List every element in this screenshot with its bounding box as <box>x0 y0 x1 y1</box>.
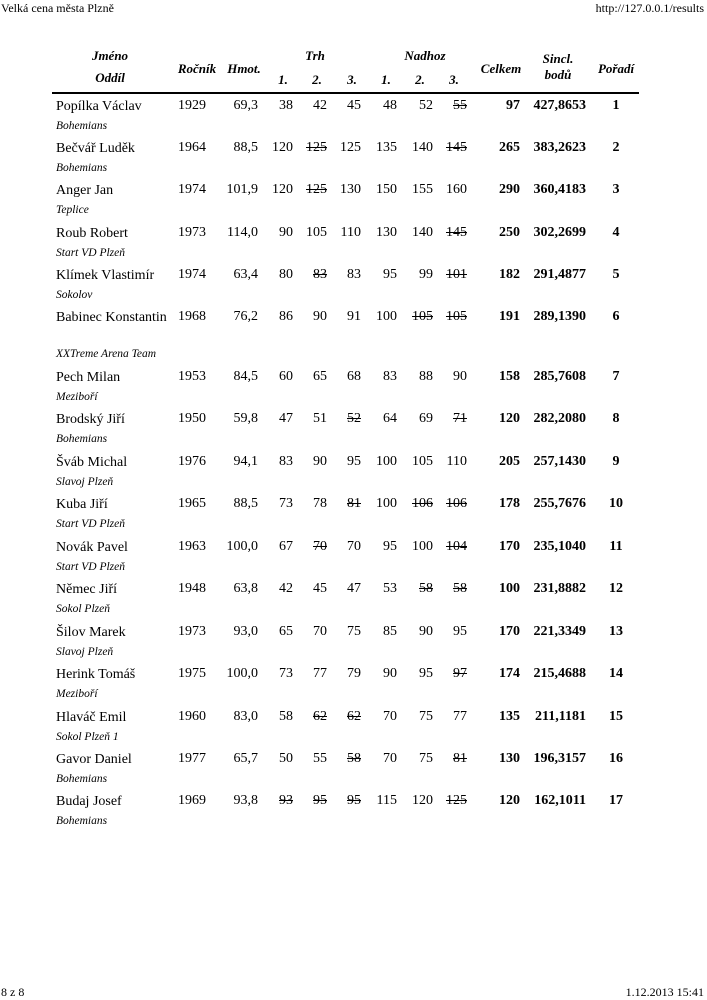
header-year: Ročník <box>177 61 217 76</box>
cell-snatch-3: 130 <box>340 182 361 197</box>
cell-year: 1948 <box>178 581 206 596</box>
cell-total: 97 <box>506 98 520 113</box>
cell-snatch-2: 90 <box>313 309 327 324</box>
cell-sinclair: 221,3349 <box>533 624 586 639</box>
cell-sinclair: 211,1181 <box>535 709 586 724</box>
cell-sinclair: 235,1040 <box>533 539 586 554</box>
cell-weight: 59,8 <box>233 411 258 426</box>
cell-sinclair: 255,7676 <box>533 496 586 511</box>
athlete-club: Sokol Plzeň 1 <box>56 731 119 743</box>
cell-weight: 93,8 <box>233 793 258 808</box>
header-club: Oddíl <box>95 70 125 85</box>
athlete-club: Teplice <box>56 204 89 216</box>
header-cj: Nadhoz <box>404 48 446 63</box>
cell-snatch-2: 70 <box>313 624 327 639</box>
cell-cj-1: 48 <box>383 98 397 113</box>
cell-cj-1: 70 <box>383 751 397 766</box>
header-snatch-2: 2. <box>312 72 322 87</box>
cell-cj-2: 99 <box>419 267 433 282</box>
cell-snatch-2: 45 <box>313 581 327 596</box>
athlete-name: Kuba Jiří <box>56 497 108 512</box>
cell-total: 290 <box>499 182 520 197</box>
cell-cj-2: 75 <box>419 751 433 766</box>
cell-snatch-1: 73 <box>279 496 293 511</box>
cell-total: 178 <box>499 496 520 511</box>
header-rule <box>52 92 639 94</box>
athlete-name: Brodský Jiří <box>56 412 125 427</box>
cell-snatch-1: 80 <box>279 267 293 282</box>
cell-cj-1: 64 <box>383 411 397 426</box>
table-row <box>0 267 707 307</box>
cell-cj-2: 95 <box>419 666 433 681</box>
table-row <box>0 411 707 451</box>
cell-cj-3: 125 <box>446 793 467 808</box>
athlete-club: XXTreme Arena Team <box>56 348 157 360</box>
cell-snatch-2: 90 <box>313 454 327 469</box>
table-row <box>0 581 707 621</box>
cell-cj-1: 130 <box>376 225 397 240</box>
cell-cj-2: 106 <box>412 496 433 511</box>
cell-cj-1: 100 <box>376 309 397 324</box>
cell-sinclair: 289,1390 <box>533 309 586 324</box>
cell-weight: 100,0 <box>226 539 258 554</box>
table-row <box>0 309 707 360</box>
cell-year: 1965 <box>178 496 206 511</box>
cell-cj-2: 105 <box>412 454 433 469</box>
cell-total: 135 <box>499 709 520 724</box>
cell-cj-1: 100 <box>376 496 397 511</box>
athlete-name: Pech Milan <box>56 370 121 385</box>
cell-sinclair: 291,4877 <box>533 267 586 282</box>
cell-cj-2: 58 <box>419 581 433 596</box>
cell-rank: 8 <box>612 411 620 426</box>
cell-snatch-1: 73 <box>279 666 293 681</box>
cell-year: 1960 <box>178 709 206 724</box>
cell-snatch-3: 70 <box>347 539 361 554</box>
athlete-club: Slavoj Plzeň <box>56 646 114 658</box>
cell-weight: 101,9 <box>226 182 258 197</box>
cell-sinclair: 285,7608 <box>533 369 586 384</box>
cell-cj-2: 155 <box>412 182 433 197</box>
cell-rank: 7 <box>612 369 620 384</box>
table-row <box>0 666 707 706</box>
header-rank: Pořadí <box>597 61 635 76</box>
athlete-club: Sokolov <box>56 289 93 301</box>
athlete-name: Budaj Josef <box>56 794 122 809</box>
athlete-club: Meziboří <box>56 391 98 403</box>
cell-rank: 5 <box>612 267 620 282</box>
cell-cj-1: 100 <box>376 454 397 469</box>
header-cj-1: 1. <box>381 72 391 87</box>
cell-cj-1: 90 <box>383 666 397 681</box>
cell-year: 1953 <box>178 369 206 384</box>
cell-cj-3: 105 <box>446 309 467 324</box>
page-number: 8 z 8 <box>1 985 25 999</box>
cell-snatch-3: 75 <box>347 624 361 639</box>
cell-cj-3: 97 <box>453 666 467 681</box>
page-title: Velká cena města Plzně <box>1 1 114 15</box>
cell-cj-3: 145 <box>446 225 467 240</box>
cell-rank: 15 <box>609 709 623 724</box>
header-cj-2: 2. <box>415 72 425 87</box>
cell-cj-2: 100 <box>412 539 433 554</box>
cell-snatch-1: 86 <box>279 309 293 324</box>
table-row <box>0 709 707 749</box>
cell-snatch-1: 58 <box>279 709 293 724</box>
cell-year: 1974 <box>178 182 206 197</box>
cell-weight: 63,4 <box>233 267 258 282</box>
cell-rank: 14 <box>609 666 623 681</box>
cell-sinclair: 162,1011 <box>534 793 586 808</box>
cell-sinclair: 360,4183 <box>533 182 586 197</box>
cell-cj-1: 135 <box>376 140 397 155</box>
cell-weight: 69,3 <box>233 98 258 113</box>
cell-year: 1969 <box>178 793 206 808</box>
cell-sinclair: 257,1430 <box>533 454 586 469</box>
cell-weight: 93,0 <box>233 624 258 639</box>
cell-rank: 12 <box>609 581 623 596</box>
cell-total: 250 <box>499 225 520 240</box>
header-weight: Hmot. <box>227 61 261 76</box>
cell-weight: 83,0 <box>233 709 258 724</box>
cell-year: 1974 <box>178 267 206 282</box>
cell-cj-3: 81 <box>453 751 467 766</box>
cell-snatch-1: 50 <box>279 751 293 766</box>
cell-year: 1964 <box>178 140 206 155</box>
cell-snatch-2: 125 <box>306 182 327 197</box>
cell-snatch-3: 81 <box>347 496 361 511</box>
cell-sinclair: 215,4688 <box>533 666 586 681</box>
athlete-name: Němec Jiří <box>56 582 118 597</box>
cell-sinclair: 282,2080 <box>533 411 586 426</box>
cell-weight: 88,5 <box>233 496 258 511</box>
cell-cj-3: 90 <box>453 369 467 384</box>
athlete-name: Šilov Marek <box>56 625 126 640</box>
cell-cj-1: 70 <box>383 709 397 724</box>
cell-weight: 65,7 <box>233 751 258 766</box>
athlete-club: Bohemians <box>56 433 108 445</box>
cell-snatch-2: 70 <box>313 539 327 554</box>
cell-cj-3: 145 <box>446 140 467 155</box>
cell-sinclair: 383,2623 <box>533 140 586 155</box>
cell-cj-3: 101 <box>446 267 467 282</box>
cell-total: 191 <box>499 309 520 324</box>
cell-year: 1977 <box>178 751 206 766</box>
cell-snatch-1: 60 <box>279 369 293 384</box>
athlete-club: Start VD Plzeň <box>56 518 125 530</box>
cell-snatch-3: 95 <box>347 454 361 469</box>
cell-snatch-3: 95 <box>347 793 361 808</box>
header-name: Jméno <box>91 48 129 63</box>
cell-rank: 17 <box>609 793 623 808</box>
header-snatch: Trh <box>305 48 325 63</box>
cell-snatch-3: 83 <box>347 267 361 282</box>
table-row <box>0 369 707 409</box>
cell-rank: 2 <box>612 140 620 155</box>
athlete-name: Anger Jan <box>56 183 114 198</box>
cell-cj-2: 90 <box>419 624 433 639</box>
cell-cj-3: 106 <box>446 496 467 511</box>
cell-snatch-2: 105 <box>306 225 327 240</box>
athlete-club: Bohemians <box>56 162 108 174</box>
athlete-name: Klímek Vlastimír <box>56 268 155 283</box>
cell-rank: 3 <box>612 182 620 197</box>
table-row <box>0 225 707 265</box>
athlete-name: Herink Tomáš <box>56 667 136 682</box>
cell-snatch-3: 45 <box>347 98 361 113</box>
cell-snatch-3: 110 <box>340 225 361 240</box>
cell-total: 120 <box>499 793 520 808</box>
cell-snatch-3: 47 <box>347 581 361 596</box>
header-snatch-3: 3. <box>347 72 357 87</box>
cell-snatch-1: 67 <box>279 539 293 554</box>
table-row <box>0 539 707 579</box>
cell-snatch-2: 55 <box>313 751 327 766</box>
cell-total: 205 <box>499 454 520 469</box>
cell-snatch-3: 125 <box>340 140 361 155</box>
athlete-name: Popílka Václav <box>56 99 142 114</box>
cell-cj-3: 160 <box>446 182 467 197</box>
cell-rank: 9 <box>612 454 620 469</box>
cell-year: 1976 <box>178 454 206 469</box>
cell-cj-2: 88 <box>419 369 433 384</box>
cell-cj-1: 83 <box>383 369 397 384</box>
athlete-name: Roub Robert <box>56 226 128 241</box>
cell-snatch-2: 83 <box>313 267 327 282</box>
cell-sinclair: 196,3157 <box>533 751 586 766</box>
cell-weight: 84,5 <box>233 369 258 384</box>
header-cj-3: 3. <box>449 72 459 87</box>
cell-rank: 4 <box>612 225 620 240</box>
cell-snatch-1: 93 <box>279 793 293 808</box>
athlete-club: Start VD Plzeň <box>56 247 125 259</box>
cell-year: 1950 <box>178 411 206 426</box>
cell-cj-1: 53 <box>383 581 397 596</box>
athlete-name: Bečvář Luděk <box>56 141 135 156</box>
cell-sinclair: 302,2699 <box>533 225 586 240</box>
cell-snatch-2: 78 <box>313 496 327 511</box>
cell-cj-1: 85 <box>383 624 397 639</box>
cell-year: 1929 <box>178 98 206 113</box>
cell-snatch-2: 65 <box>313 369 327 384</box>
cell-snatch-2: 51 <box>313 411 327 426</box>
cell-snatch-1: 90 <box>279 225 293 240</box>
cell-cj-3: 71 <box>453 411 467 426</box>
cell-snatch-1: 47 <box>279 411 293 426</box>
table-row <box>0 98 707 138</box>
cell-weight: 76,2 <box>233 309 258 324</box>
cell-cj-3: 58 <box>453 581 467 596</box>
cell-snatch-3: 62 <box>347 709 361 724</box>
header-snatch-1: 1. <box>278 72 288 87</box>
cell-cj-2: 140 <box>412 140 433 155</box>
cell-year: 1973 <box>178 624 206 639</box>
cell-cj-2: 69 <box>419 411 433 426</box>
cell-snatch-2: 95 <box>313 793 327 808</box>
cell-cj-3: 77 <box>453 709 467 724</box>
cell-rank: 10 <box>609 496 623 511</box>
table-row <box>0 182 707 222</box>
cell-rank: 1 <box>612 98 620 113</box>
cell-snatch-3: 52 <box>347 411 361 426</box>
athlete-club: Bohemians <box>56 773 108 785</box>
cell-total: 170 <box>499 624 520 639</box>
cell-cj-2: 140 <box>412 225 433 240</box>
cell-snatch-3: 58 <box>347 751 361 766</box>
header-sinclair-points: bodů <box>544 67 572 82</box>
athlete-name: Gavor Daniel <box>56 752 132 767</box>
cell-year: 1973 <box>178 225 206 240</box>
cell-cj-1: 150 <box>376 182 397 197</box>
cell-snatch-2: 62 <box>313 709 327 724</box>
header-sinclair: Sincl. <box>542 51 574 66</box>
cell-snatch-2: 125 <box>306 140 327 155</box>
cell-snatch-2: 77 <box>313 666 327 681</box>
cell-total: 120 <box>499 411 520 426</box>
cell-rank: 13 <box>609 624 623 639</box>
athlete-name: Šváb Michal <box>56 455 128 470</box>
athlete-club: Meziboří <box>56 688 98 700</box>
table-row <box>0 496 707 536</box>
athlete-name: Babinec Konstantin <box>56 310 167 325</box>
cell-snatch-1: 83 <box>279 454 293 469</box>
cell-snatch-1: 38 <box>279 98 293 113</box>
table-row <box>0 624 707 664</box>
cell-rank: 11 <box>609 539 623 554</box>
cell-cj-3: 95 <box>453 624 467 639</box>
cell-rank: 16 <box>609 751 623 766</box>
athlete-club: Slavoj Plzeň <box>56 476 114 488</box>
cell-cj-1: 115 <box>376 793 397 808</box>
cell-total: 174 <box>499 666 520 681</box>
cell-cj-3: 55 <box>453 98 467 113</box>
cell-snatch-3: 79 <box>347 666 361 681</box>
cell-total: 158 <box>499 369 520 384</box>
cell-cj-2: 120 <box>412 793 433 808</box>
print-timestamp: 1.12.2013 15:41 <box>625 985 704 999</box>
header-total: Celkem <box>480 61 522 76</box>
cell-snatch-3: 68 <box>347 369 361 384</box>
athlete-name: Novák Pavel <box>56 540 128 555</box>
cell-total: 100 <box>499 581 520 596</box>
cell-snatch-3: 91 <box>347 309 361 324</box>
athlete-club: Start VD Plzeň <box>56 561 125 573</box>
cell-weight: 114,0 <box>227 225 258 240</box>
cell-snatch-1: 42 <box>279 581 293 596</box>
cell-snatch-2: 42 <box>313 98 327 113</box>
athlete-name: Hlaváč Emil <box>56 710 127 725</box>
cell-total: 130 <box>499 751 520 766</box>
cell-cj-1: 95 <box>383 267 397 282</box>
cell-sinclair: 427,8653 <box>533 98 586 113</box>
cell-weight: 88,5 <box>233 140 258 155</box>
cell-sinclair: 231,8882 <box>533 581 586 596</box>
cell-cj-2: 75 <box>419 709 433 724</box>
athlete-club: Bohemians <box>56 815 108 827</box>
table-row <box>0 454 707 494</box>
cell-total: 182 <box>499 267 520 282</box>
table-row <box>0 793 707 833</box>
cell-cj-3: 110 <box>446 454 467 469</box>
table-row <box>0 751 707 791</box>
cell-total: 265 <box>499 140 520 155</box>
cell-total: 170 <box>499 539 520 554</box>
cell-snatch-1: 120 <box>272 182 293 197</box>
cell-cj-3: 104 <box>446 539 467 554</box>
athlete-club: Sokol Plzeň <box>56 603 110 615</box>
cell-year: 1968 <box>178 309 206 324</box>
cell-snatch-1: 65 <box>279 624 293 639</box>
cell-weight: 94,1 <box>233 454 258 469</box>
cell-weight: 63,8 <box>233 581 258 596</box>
cell-cj-2: 52 <box>419 98 433 113</box>
cell-snatch-1: 120 <box>272 140 293 155</box>
cell-cj-1: 95 <box>383 539 397 554</box>
cell-rank: 6 <box>612 309 620 324</box>
cell-year: 1963 <box>178 539 206 554</box>
cell-weight: 100,0 <box>226 666 258 681</box>
athlete-club: Bohemians <box>56 120 108 132</box>
page-url: http://127.0.0.1/results <box>595 1 704 15</box>
table-row <box>0 140 707 180</box>
cell-cj-2: 105 <box>412 309 433 324</box>
cell-year: 1975 <box>178 666 206 681</box>
